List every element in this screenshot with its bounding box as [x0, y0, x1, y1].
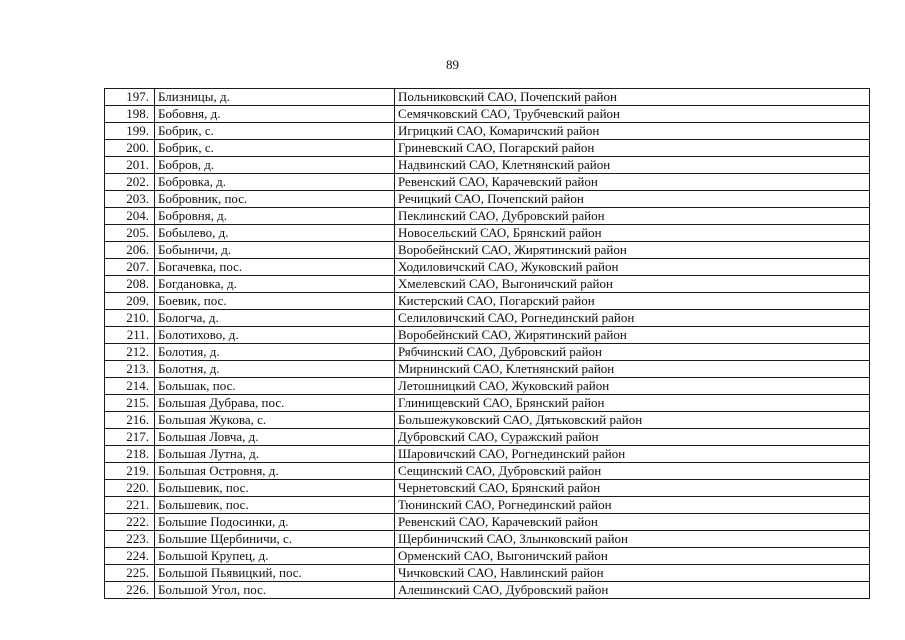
row-number: 207.	[105, 259, 155, 276]
row-number: 225.	[105, 565, 155, 582]
settlement-region: Новосельский САО, Брянский район	[395, 225, 870, 242]
table-row	[105, 361, 870, 378]
row-number: 213.	[105, 361, 155, 378]
settlement-name: Бобрик, с.	[155, 123, 395, 140]
settlement-region: Ревенский САО, Карачевский район	[395, 174, 870, 191]
table-row	[105, 259, 870, 276]
table-row	[105, 225, 870, 242]
settlement-region: Гриневский САО, Погарский район	[395, 140, 870, 157]
settlements-table-body	[105, 89, 870, 599]
table-row	[105, 310, 870, 327]
settlement-region: Речицкий САО, Почепский район	[395, 191, 870, 208]
table-row	[105, 327, 870, 344]
row-number: 211.	[105, 327, 155, 344]
settlement-name: Бобылево, д.	[155, 225, 395, 242]
settlement-name: Бобровник, пос.	[155, 191, 395, 208]
table-row	[105, 565, 870, 582]
table-row	[105, 446, 870, 463]
table-row	[105, 514, 870, 531]
settlement-name: Болотия, д.	[155, 344, 395, 361]
settlement-region: Польниковский САО, Почепский район	[395, 89, 870, 106]
settlement-region: Тюнинский САО, Рогнединский район	[395, 497, 870, 514]
row-number: 209.	[105, 293, 155, 310]
settlement-region: Воробейнский САО, Жирятинский район	[395, 242, 870, 259]
settlement-region: Шаровичский САО, Рогнединский район	[395, 446, 870, 463]
row-number: 221.	[105, 497, 155, 514]
table-row	[105, 191, 870, 208]
settlement-name: Большой Угол, пос.	[155, 582, 395, 599]
row-number: 202.	[105, 174, 155, 191]
table-row	[105, 140, 870, 157]
settlement-region: Селиловичский САО, Рогнединский район	[395, 310, 870, 327]
table-row	[105, 395, 870, 412]
settlement-name: Бобровка, д.	[155, 174, 395, 191]
table-row	[105, 463, 870, 480]
table-row	[105, 89, 870, 106]
row-number: 203.	[105, 191, 155, 208]
settlement-name: Большой Крупец, д.	[155, 548, 395, 565]
settlement-region: Большежуковский САО, Дятьковский район	[395, 412, 870, 429]
settlement-name: Большевик, пос.	[155, 480, 395, 497]
settlement-region: Семячковский САО, Трубчевский район	[395, 106, 870, 123]
settlement-region: Воробейнский САО, Жирятинский район	[395, 327, 870, 344]
settlement-region: Мирнинский САО, Клетнянский район	[395, 361, 870, 378]
row-number: 224.	[105, 548, 155, 565]
row-number: 222.	[105, 514, 155, 531]
table-row	[105, 276, 870, 293]
settlement-name: Большая Жукова, с.	[155, 412, 395, 429]
settlement-region: Пеклинский САО, Дубровский район	[395, 208, 870, 225]
row-number: 219.	[105, 463, 155, 480]
settlement-region: Кистерский САО, Погарский район	[395, 293, 870, 310]
row-number: 210.	[105, 310, 155, 327]
row-number: 220.	[105, 480, 155, 497]
settlement-region: Ревенский САО, Карачевский район	[395, 514, 870, 531]
settlement-region: Ходиловичский САО, Жуковский район	[395, 259, 870, 276]
settlement-name: Большая Островня, д.	[155, 463, 395, 480]
settlement-name: Бобрик, с.	[155, 140, 395, 157]
row-number: 197.	[105, 89, 155, 106]
row-number: 199.	[105, 123, 155, 140]
table-row	[105, 531, 870, 548]
settlement-name: Большак, пос.	[155, 378, 395, 395]
row-number: 226.	[105, 582, 155, 599]
settlement-name: Болотихово, д.	[155, 327, 395, 344]
settlement-name: Большая Ловча, д.	[155, 429, 395, 446]
settlement-name: Большие Щербиничи, с.	[155, 531, 395, 548]
settlement-name: Близницы, д.	[155, 89, 395, 106]
row-number: 217.	[105, 429, 155, 446]
settlement-name: Большие Подосинки, д.	[155, 514, 395, 531]
table-row	[105, 208, 870, 225]
settlement-name: Бобовня, д.	[155, 106, 395, 123]
row-number: 223.	[105, 531, 155, 548]
table-row	[105, 429, 870, 446]
table-row	[105, 548, 870, 565]
settlement-name: Богдановка, д.	[155, 276, 395, 293]
row-number: 206.	[105, 242, 155, 259]
settlement-region: Глинищевский САО, Брянский район	[395, 395, 870, 412]
table-row	[105, 174, 870, 191]
settlements-table-container	[104, 88, 869, 599]
row-number: 201.	[105, 157, 155, 174]
settlement-name: Большая Дубрава, пос.	[155, 395, 395, 412]
table-row	[105, 497, 870, 514]
settlement-name: Богачевка, пос.	[155, 259, 395, 276]
settlement-region: Надвинский САО, Клетнянский район	[395, 157, 870, 174]
settlement-region: Алешинский САО, Дубровский район	[395, 582, 870, 599]
row-number: 205.	[105, 225, 155, 242]
table-row	[105, 106, 870, 123]
settlement-name: Большой Пьявицкий, пос.	[155, 565, 395, 582]
settlement-name: Бобровня, д.	[155, 208, 395, 225]
row-number: 204.	[105, 208, 155, 225]
settlement-name: Болотня, д.	[155, 361, 395, 378]
settlement-region: Орменский САО, Выгоничский район	[395, 548, 870, 565]
row-number: 218.	[105, 446, 155, 463]
table-row	[105, 480, 870, 497]
settlement-region: Летошницкий САО, Жуковский район	[395, 378, 870, 395]
settlement-name: Бобыничи, д.	[155, 242, 395, 259]
settlement-region: Рябчинский САО, Дубровский район	[395, 344, 870, 361]
page-number: 89	[446, 57, 459, 72]
table-row	[105, 344, 870, 361]
table-row	[105, 157, 870, 174]
settlement-name: Большая Лутна, д.	[155, 446, 395, 463]
table-row	[105, 412, 870, 429]
settlement-region: Дубровский САО, Суражский район	[395, 429, 870, 446]
table-row	[105, 123, 870, 140]
row-number: 208.	[105, 276, 155, 293]
row-number: 200.	[105, 140, 155, 157]
row-number: 212.	[105, 344, 155, 361]
settlement-region: Хмелевский САО, Выгоничский район	[395, 276, 870, 293]
table-row	[105, 378, 870, 395]
row-number: 214.	[105, 378, 155, 395]
settlement-region: Сещинский САО, Дубровский район	[395, 463, 870, 480]
row-number: 215.	[105, 395, 155, 412]
settlement-name: Бобров, д.	[155, 157, 395, 174]
settlement-name: Большевик, пос.	[155, 497, 395, 514]
table-row	[105, 242, 870, 259]
settlement-region: Чернетовский САО, Брянский район	[395, 480, 870, 497]
settlement-region: Игрицкий САО, Комаричский район	[395, 123, 870, 140]
table-row	[105, 293, 870, 310]
settlement-region: Щербиничский САО, Злынковский район	[395, 531, 870, 548]
settlement-name: Бологча, д.	[155, 310, 395, 327]
settlement-region: Чичковский САО, Навлинский район	[395, 565, 870, 582]
row-number: 198.	[105, 106, 155, 123]
table-row	[105, 582, 870, 599]
row-number: 216.	[105, 412, 155, 429]
settlement-name: Боевик, пос.	[155, 293, 395, 310]
settlements-table	[104, 88, 870, 599]
